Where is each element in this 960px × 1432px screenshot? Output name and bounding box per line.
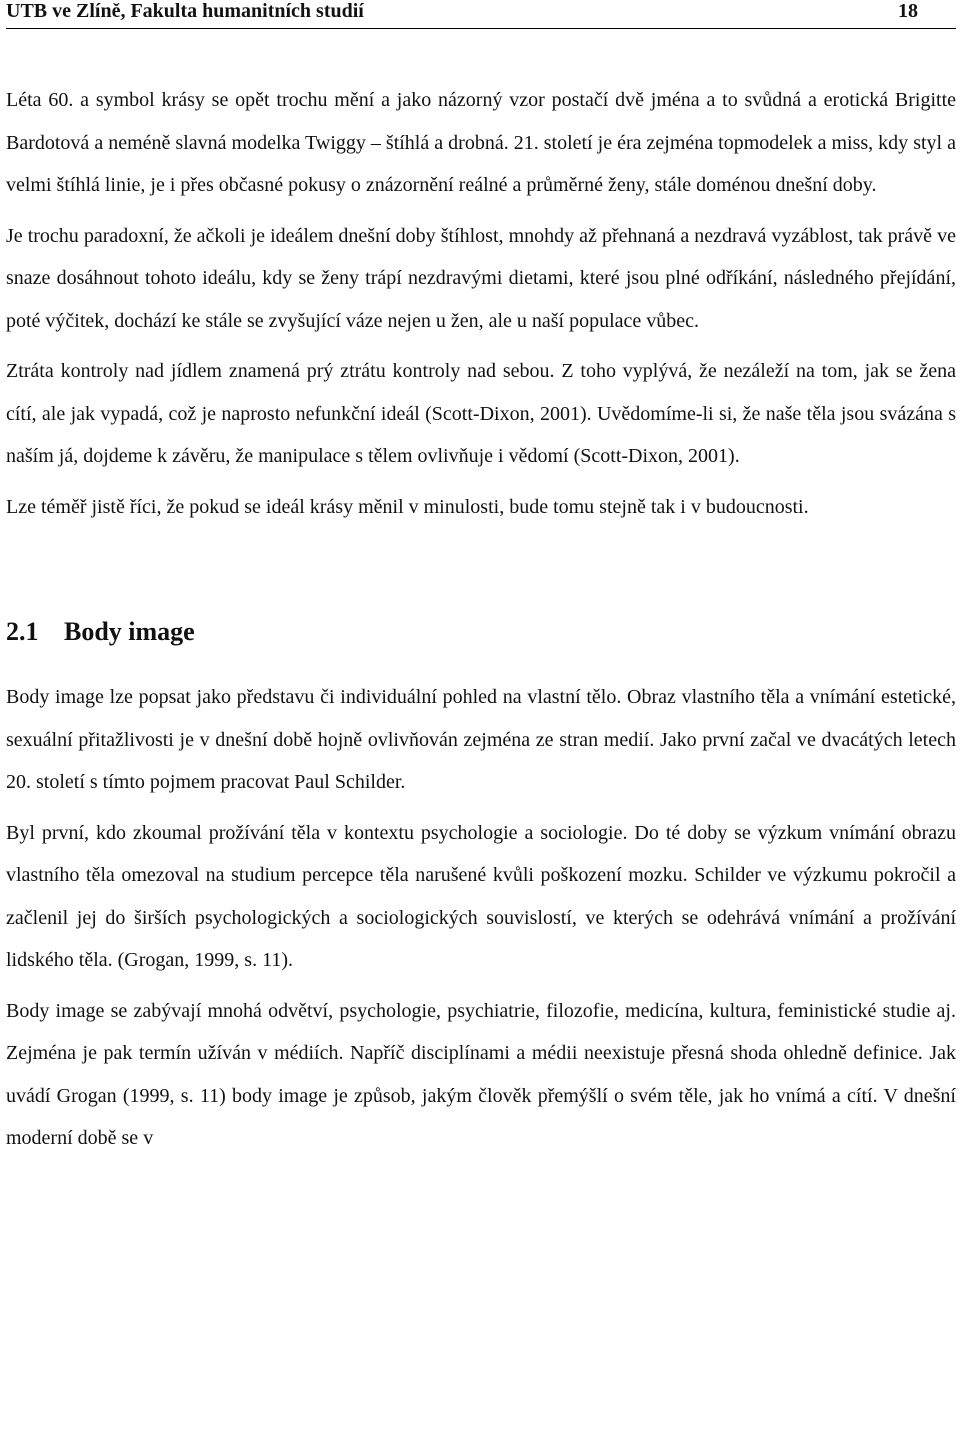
header-title: UTB ve Zlíně, Fakulta humanitních studií [6,0,364,22]
paragraph: Lze téměř jistě říci, že pokud se ideál krásy měnil v minulosti, bude tomu stejně tak i v budoucnosti. [6,495,809,518]
page-number: 18 [898,0,918,22]
page-body [6,79,956,1160]
section-heading [6,610,956,654]
paragraph: Byl první, kdo zkoumal prožívání těla v kontextu psychologie a sociologie. Do té doby se výzkum vnímání obrazu vlastního těla omezoval na studium percepce těla narušené kvůli poškození mozku. Schilder ve výzkumu pokročil a začlenil jej do širších psychologických a sociologických souvislostí, ve kterých se odehrává vnímání a prožívání lidského těla. (Grogan, 1999, s. 11). [6,821,956,971]
paragraph: Je trochu paradoxní, že ačkoli je ideálem dnešní doby štíhlost, mnohdy až přehnaná a nezdravá vyzáblost, tak právě ve snaze dosáhnout tohoto ideálu, kdy se ženy trápí nezdravými dietami, které jsou plné odříkání, následného přejídání, poté výčitek, dochází ke stále se zvyšující váze nejen u žen, ale u naší populace vůbec. [6,224,956,332]
paragraph: Ztráta kontroly nad jídlem znamená prý ztrátu kontroly nad sebou. Z toho vyplývá, že nezáleží na tom, jak se žena cítí, ale jak vypadá, což je naprosto nefunkční ideál (Scott-Dixon, 2001). Uvědomíme-li si, že naše těla jsou svázána s naším já, dojdeme k závěru, že manipulace s tělem ovlivňuje i vědomí (Scott-Dixon, 2001). [6,360,956,467]
paragraph: Léta 60. a symbol krásy se opět trochu mění a jako názorný vzor postačí dvě jména a to svůdná a erotická Brigitte Bardotová a neméně slavná modelka Twiggy – štíhlá a drobná. 21. století je éra zejména topmodelek a miss, kdy styl a velmi štíhlá linie, je i přes občasné pokusy o znázornění reálné a průměrné ženy, stále doménou dnešní doby. [6,89,956,196]
paragraph: Body image lze popsat jako představu či individuální pohled na vlastní tělo. Obraz vlastního těla a vnímání estetické, sexuální přitažlivosti je v dnešní době hojně ovlivňován zejména ze stran medií. Jako první začal ve dvacátých letech 20. století s tímto pojmem pracovat Paul Schilder. [6,686,956,793]
section-number: 2.1 [6,617,39,646]
running-header [6,0,956,29]
section-title: Body image [64,617,195,646]
paragraph: Body image se zabývají mnohá odvětví, psychologie, psychiatrie, filozofie, medicína, kultura, feministické studie aj. Zejména je pak termín užíván v médiích. Napříč disciplínami a médii neexistuje přesná shoda ohledně definice. Jak uvádí Grogan (1999, s. 11) body image je způsob, jakým člověk přemýšlí o svém těle, jak ho vnímá a cítí. V dnešní moderní době se v [6,999,956,1149]
